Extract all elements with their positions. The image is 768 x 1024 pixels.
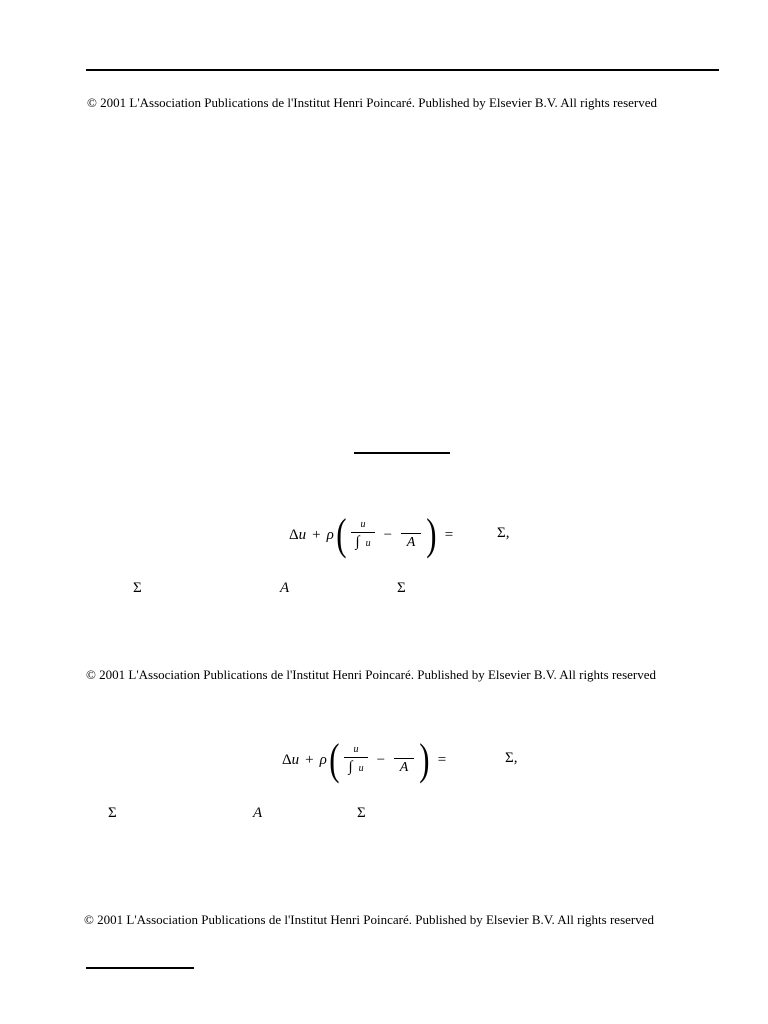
footnote-rule	[86, 967, 194, 969]
plus-operator: +	[312, 526, 321, 543]
variable-u: u	[291, 751, 300, 768]
variable-u: u	[298, 526, 307, 543]
copyright-notice: © 2001 L'Association Publications de l'Institut Henri Poincaré. Published by Elsevier B.V. All rights reserved	[86, 667, 657, 682]
sigma-symbol: Σ	[133, 580, 142, 596]
area-symbol: A	[399, 759, 409, 775]
sigma-symbol: Σ	[397, 580, 406, 596]
minus-operator: −	[376, 751, 386, 768]
section-rule	[354, 452, 450, 454]
plus-operator: +	[305, 751, 314, 768]
fraction-u-over-integral	[344, 743, 367, 778]
right-paren: )	[426, 510, 437, 559]
minus-operator: −	[383, 526, 393, 543]
integral-sign: ∫	[355, 533, 360, 550]
area-symbol: A	[253, 805, 263, 821]
equation-1	[289, 509, 459, 561]
copyright-notice: © 2001 L'Association Publications de l'Institut Henri Poincaré. Published by Elsevier B.V. All rights reserved	[87, 95, 658, 110]
integrand: u	[365, 537, 371, 549]
equation-1-domain: Σ,	[497, 525, 510, 541]
right-paren: )	[419, 735, 430, 784]
left-paren: (	[329, 735, 340, 784]
sigma-symbol: Σ	[108, 805, 117, 821]
area-symbol: A	[280, 580, 290, 596]
fraction-over-area	[394, 744, 414, 777]
fraction-denominator	[351, 533, 374, 553]
delta-symbol: Δ	[282, 751, 292, 768]
rho-symbol: ρ	[319, 751, 327, 768]
equation-2	[282, 734, 452, 786]
delta-symbol: Δ	[289, 526, 299, 543]
top-rule	[86, 69, 719, 71]
copyright-notice: © 2001 L'Association Publications de l'Institut Henri Poincaré. Published by Elsevier B.V. All rights reserved	[84, 912, 655, 927]
fraction-numerator-empty	[394, 744, 414, 758]
fraction-denominator	[344, 758, 367, 778]
area-symbol: A	[406, 534, 416, 550]
fraction-numerator-empty	[401, 519, 421, 533]
fraction-u-over-integral	[351, 518, 374, 553]
equals-sign: =	[444, 526, 454, 543]
fraction-over-area	[401, 519, 421, 552]
left-paren: (	[336, 510, 347, 559]
rho-symbol: ρ	[326, 526, 334, 543]
integral-sign: ∫	[348, 758, 353, 775]
equals-sign: =	[437, 751, 447, 768]
sigma-symbol: Σ	[357, 805, 366, 821]
fraction-numerator: u	[360, 518, 366, 530]
equation-2-domain: Σ,	[505, 750, 518, 766]
integrand: u	[358, 762, 364, 774]
fraction-numerator: u	[353, 743, 359, 755]
